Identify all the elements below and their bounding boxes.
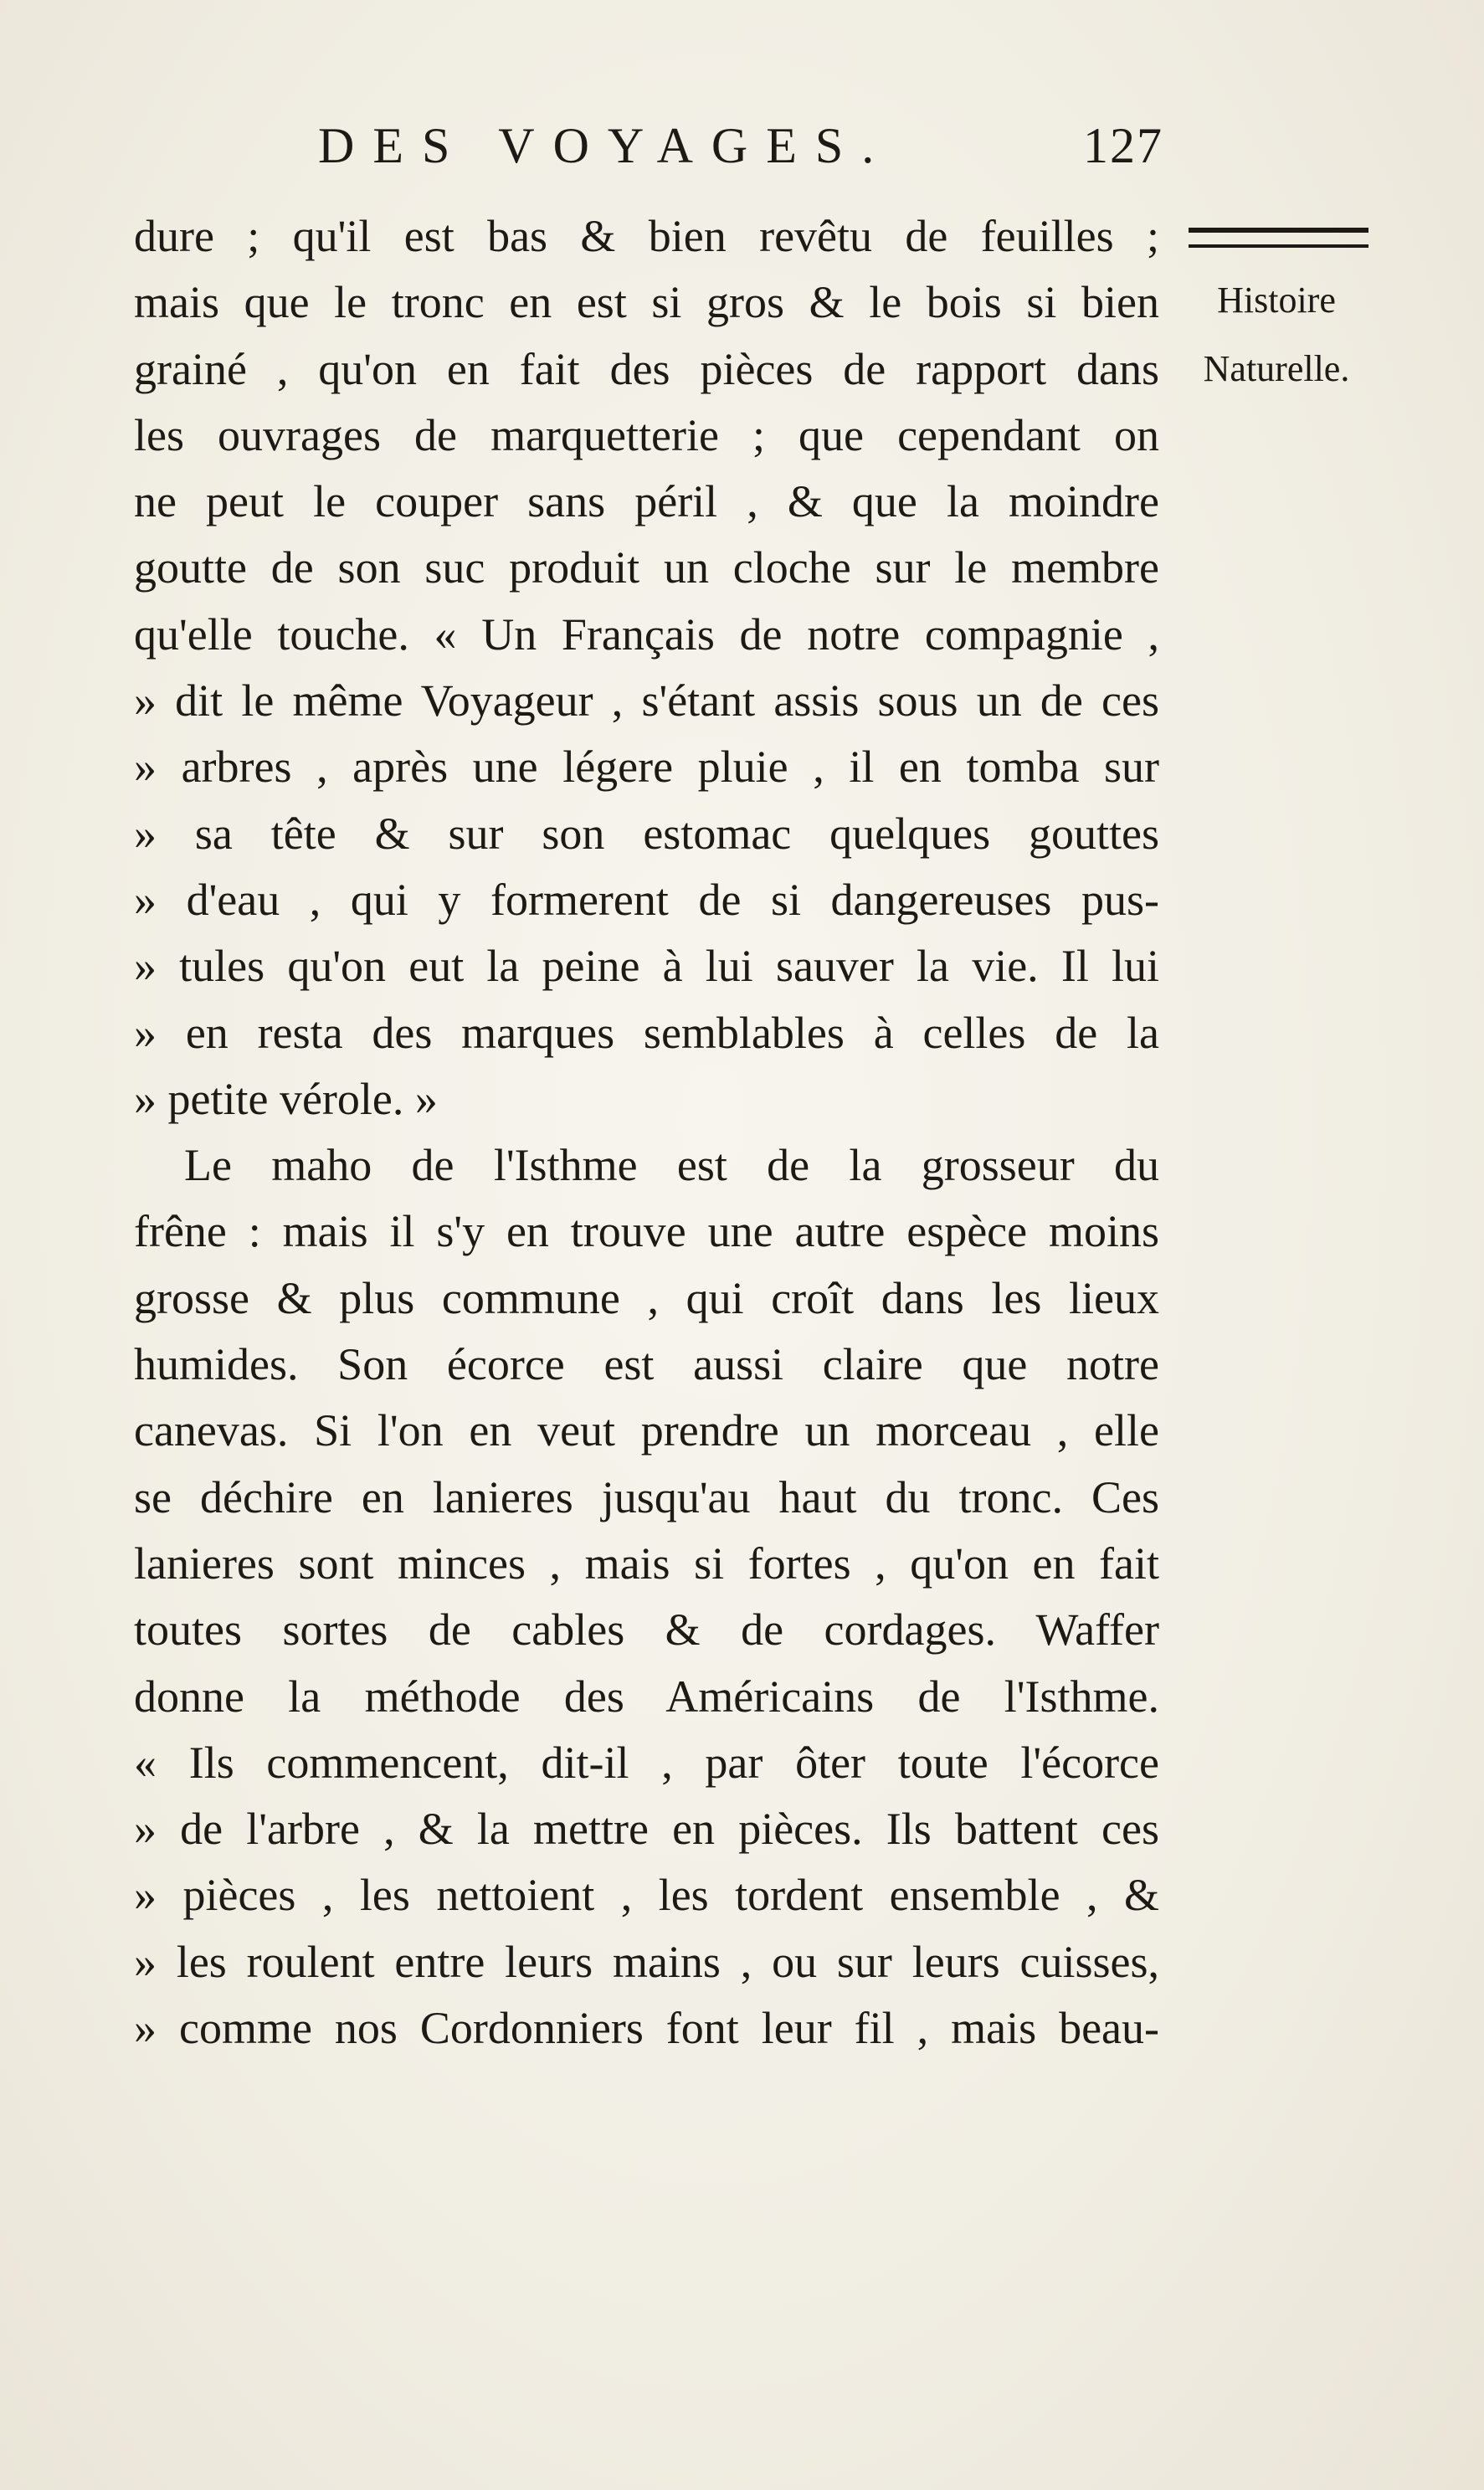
text-line: grosse & plus commune , qui croît dans les lieux bbox=[134, 1272, 1159, 1323]
text-line: » en resta des marques semblables à celles de la bbox=[134, 1007, 1159, 1058]
text-line: » dit le même Voyageur , s'étant assis sous un de ces bbox=[134, 675, 1159, 726]
text-line: » arbres , après une légere pluie , il en tomba sur bbox=[134, 742, 1159, 793]
text-line: Le maho de l'Isthme est de la grosseur du bbox=[184, 1140, 1159, 1191]
text-line: canevas. Si l'on en veut prendre un morceau , elle bbox=[134, 1405, 1159, 1456]
text-line: » de l'arbre , & la mettre en pièces. Ils battent ces bbox=[134, 1804, 1159, 1855]
margin-note-line: Naturelle. bbox=[1203, 348, 1350, 389]
text-line: qu'elle touche. « Un Français de notre compagnie , bbox=[134, 608, 1159, 660]
text-line: » d'eau , qui y formerent de si dangereuses pus- bbox=[134, 874, 1159, 925]
margin-note-line: Histoire bbox=[1217, 280, 1336, 321]
text-line: se déchire en lanieres jusqu'au haut du tronc. Ces bbox=[134, 1471, 1159, 1522]
text-line: » petite vérole. » bbox=[134, 1073, 438, 1124]
text-line: « Ils commencent, dit-il , par ôter toute l'écorce bbox=[134, 1737, 1159, 1788]
text-line: les ouvrages de marquetterie ; que cependant on bbox=[134, 409, 1159, 460]
body-text bbox=[134, 203, 1159, 2061]
text-line: frêne : mais il s'y en trouve une autre espèce moins bbox=[134, 1206, 1159, 1257]
text-line: ne peut le couper sans péril , & que la moindre bbox=[134, 476, 1159, 527]
margin-ornament-rule bbox=[1189, 228, 1368, 248]
text-line: lanieres sont minces , mais si fortes , qu'on en fait bbox=[134, 1538, 1159, 1589]
text-line: goutte de son suc produit un cloche sur le membre bbox=[134, 542, 1159, 593]
margin-note bbox=[1168, 266, 1385, 403]
text-line: » les roulent entre leurs mains , ou sur leurs cuisses, bbox=[134, 1936, 1159, 1987]
text-line: donne la méthode des Américains de l'Isthme. bbox=[134, 1671, 1159, 1722]
page-header bbox=[318, 117, 1163, 184]
text-line: grainé , qu'on en fait des pièces de rapport dans bbox=[134, 343, 1159, 394]
text-line: mais que le tronc en est si gros & le bois si bien bbox=[134, 277, 1159, 328]
page-number: 127 bbox=[1083, 118, 1163, 173]
text-line: » tules qu'on eut la peine à lui sauver la vie. Il lui bbox=[134, 941, 1159, 992]
text-line: » sa tête & sur son estomac quelques gouttes bbox=[134, 808, 1159, 859]
text-line: humides. Son écorce est aussi claire que notre bbox=[134, 1339, 1159, 1390]
text-line: » pièces , les nettoient , les tordent ensemble , & bbox=[134, 1870, 1159, 1921]
text-line: toutes sortes de cables & de cordages. Waffer bbox=[134, 1604, 1159, 1656]
text-line: dure ; qu'il est bas & bien revêtu de feuilles ; bbox=[134, 211, 1159, 261]
text-line: » comme nos Cordonniers font leur fil , mais beau- bbox=[134, 2003, 1159, 2054]
running-head: DES VOYAGES. bbox=[318, 118, 893, 173]
